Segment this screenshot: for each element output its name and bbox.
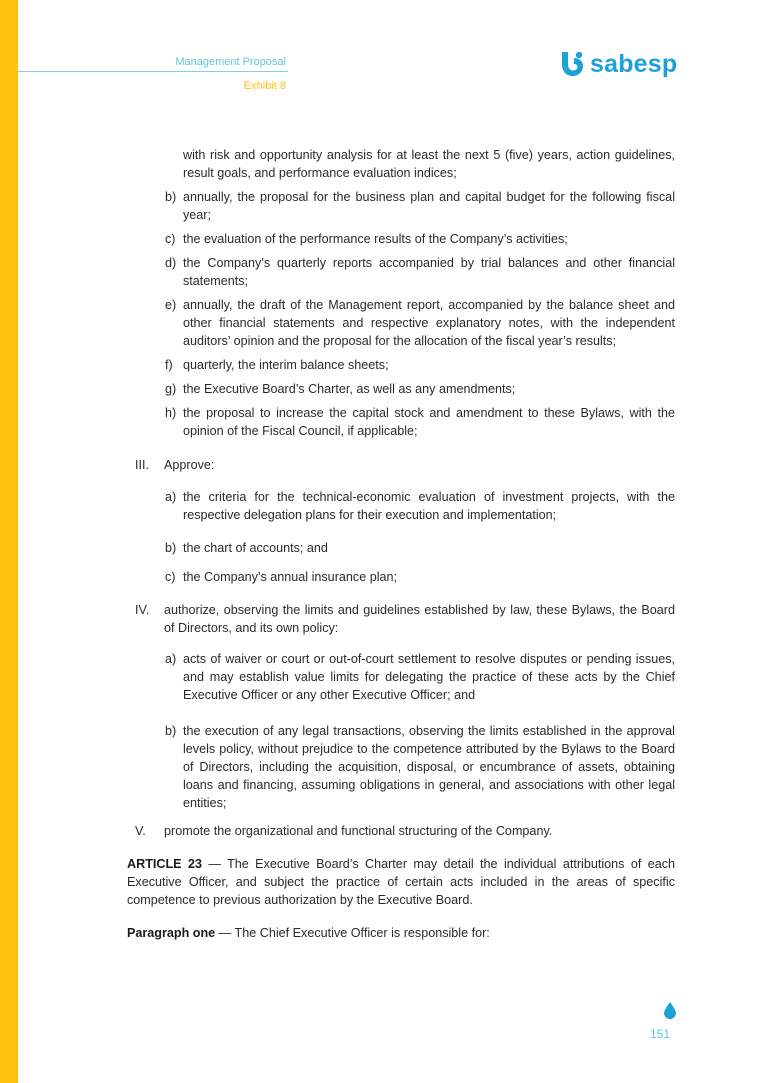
sabesp-logo-icon bbox=[559, 50, 585, 78]
water-drop-icon bbox=[664, 1002, 676, 1019]
header-exhibit: Exhibit 8 bbox=[243, 80, 286, 92]
roman-text: Approve: bbox=[164, 458, 215, 472]
list-section-iii bbox=[127, 488, 675, 586]
paragraph-one bbox=[127, 924, 675, 942]
roman-item-iv bbox=[127, 601, 675, 637]
item-label: c) bbox=[165, 570, 176, 584]
roman-label: V. bbox=[135, 824, 146, 838]
item-text: acts of waiver or court or out-of-court settlement to resolve disputes or pending issues, and may establish value limits for delegating the practice of these acts by the Chief Executive Officer or any other Executive Officer; and bbox=[183, 652, 675, 702]
roman-text: authorize, observing the limits and guidelines established by law, these Bylaws, the Board of Directors, and its own policy: bbox=[164, 603, 675, 635]
item-text: the Executive Board’s Charter, as well as any amendments; bbox=[183, 382, 516, 396]
roman-item-iii bbox=[127, 456, 675, 474]
list-item bbox=[127, 488, 675, 524]
article-heading: ARTICLE 23 bbox=[127, 857, 202, 871]
item-text: the execution of any legal transactions, observing the limits established in the approval levels policy, without prejudice to the competence attributed by the Bylaws to the Board of Directors, including the acquisition, disposal, or encumbrance of assets, obtaining loans and financing, assuming obligations in general, and associations with other legal entities; bbox=[183, 724, 675, 810]
item-text: the Company’s quarterly reports accompanied by trial balances and other financial statements; bbox=[183, 256, 675, 288]
list-section-iv bbox=[127, 650, 675, 812]
article-text: — The Executive Board’s Charter may detail the individual attributions of each Executive Officer, and subject the practice of certain acts included in the areas of specific competence to previous authorization by the Executive Board. bbox=[127, 857, 676, 907]
item-label: b) bbox=[165, 724, 177, 738]
paragraph-heading: Paragraph one bbox=[127, 926, 216, 940]
roman-label: III. bbox=[135, 458, 149, 472]
item-text: the Company’s annual insurance plan; bbox=[183, 570, 398, 584]
header-divider bbox=[18, 71, 288, 72]
item-label: a) bbox=[165, 490, 177, 504]
roman-text: promote the organizational and functional structuring of the Company. bbox=[164, 824, 553, 838]
item-label: a) bbox=[165, 652, 177, 666]
article-23 bbox=[127, 855, 675, 909]
sabesp-logo bbox=[559, 50, 677, 78]
logo-wordmark: sabesp bbox=[590, 49, 678, 78]
list-item bbox=[127, 539, 675, 557]
list-item bbox=[127, 296, 675, 350]
item-label: b) bbox=[165, 541, 177, 555]
roman-label: IV. bbox=[135, 603, 150, 617]
item-text: the chart of accounts; and bbox=[183, 541, 328, 555]
item-label: d) bbox=[165, 256, 177, 270]
list-item bbox=[127, 722, 675, 812]
list-item bbox=[127, 568, 675, 586]
item-label: h) bbox=[165, 406, 177, 420]
item-text: annually, the proposal for the business plan and capital budget for the following fiscal year; bbox=[183, 190, 675, 222]
list-item bbox=[127, 254, 675, 290]
roman-item-v bbox=[127, 822, 675, 840]
list-section-ii bbox=[127, 188, 675, 440]
item-text: quarterly, the interim balance sheets; bbox=[183, 358, 389, 372]
item-label: f) bbox=[165, 358, 173, 372]
paragraph-text: — The Chief Executive Officer is responsible for: bbox=[215, 926, 490, 940]
item-text: the evaluation of the performance results of the Company’s activities; bbox=[183, 232, 568, 246]
item-text: the criteria for the technical-economic evaluation of investment projects, with the respective delegation plans for their execution and implementation; bbox=[183, 490, 675, 522]
item-label: c) bbox=[165, 232, 176, 246]
document-body bbox=[127, 146, 675, 942]
continued-item-text: with risk and opportunity analysis for at least the next 5 (five) years, action guidelines, result goals, and performance evaluation indices; bbox=[183, 148, 675, 180]
item-label: b) bbox=[165, 190, 177, 204]
item-text: the proposal to increase the capital stock and amendment to these Bylaws, with the opinion of the Fiscal Council, if applicable; bbox=[183, 406, 675, 438]
list-item bbox=[127, 380, 675, 398]
list-item bbox=[127, 188, 675, 224]
item-text: annually, the draft of the Management report, accompanied by the balance sheet and other financial statements and respective explanatory notes, with the independent auditors’ opinion and the proposal for the allocation of the fiscal year’s results; bbox=[183, 298, 675, 348]
list-item bbox=[127, 230, 675, 248]
page-number: 151 bbox=[649, 1027, 671, 1041]
side-accent-bar bbox=[0, 0, 18, 1083]
list-item bbox=[127, 356, 675, 374]
list-item bbox=[127, 650, 675, 704]
item-label: e) bbox=[165, 298, 177, 312]
list-item bbox=[127, 404, 675, 440]
header-title: Management Proposal bbox=[175, 56, 286, 68]
item-label: g) bbox=[165, 382, 177, 396]
